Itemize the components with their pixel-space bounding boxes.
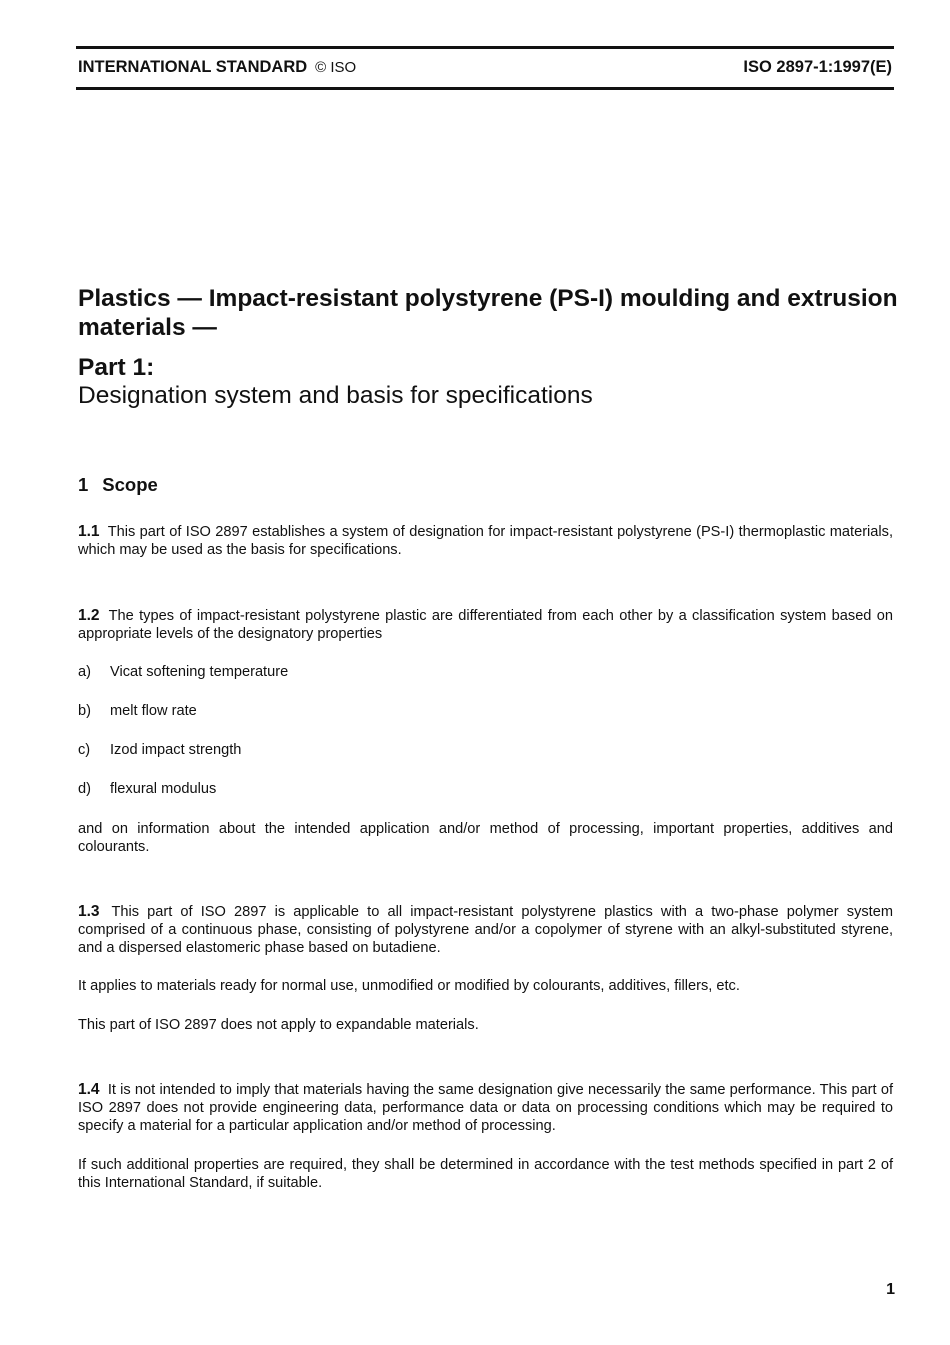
section-number: 1 bbox=[78, 474, 89, 495]
clause-text: This part of ISO 2897 establishes a system of designation for impact-resistant polystyrene (PS-I) thermoplastic materials, which may be used as the basis for specifications. bbox=[78, 524, 894, 558]
part-label: Part 1: bbox=[78, 354, 155, 381]
clause-1-3-paragraph-3: This part of ISO 2897 does not apply to expandable materials. bbox=[78, 1017, 479, 1033]
list-marker: d) bbox=[78, 781, 91, 797]
clause-text: This part of ISO 2897 is applicable to all impact-resistant polystyrene plastics with a two-phase polymer system comprised of a continuous phase, consisting of polystyrene and/or a copolymer of styrene with an alkyl-substituted styrene, and a dispersed elastomeric phase based on butadiene. bbox=[78, 904, 893, 956]
section-heading-scope bbox=[78, 474, 158, 496]
list-item bbox=[78, 741, 241, 759]
header-bottom-rule bbox=[76, 87, 894, 90]
document-title: Plastics — Impact-resistant polystyrene (PS-I) moulding and extrusion materials — bbox=[78, 285, 898, 341]
clause-text: It is not intended to imply that materials having the same designation give necessarily the same performance. This part of ISO 2897 does not provide engineering data, performance data or data on processing conditions which may be required to specify a material for a particular application and/or method of processing. bbox=[78, 1082, 893, 1134]
clause-1-3-paragraph-2: It applies to materials ready for normal use, unmodified or modified by colourants, additives, fillers, etc. bbox=[78, 978, 740, 994]
clause-1-2 bbox=[78, 607, 893, 643]
page-number: 1 bbox=[886, 1281, 895, 1298]
document-id: ISO 2897-1:1997(E) bbox=[743, 58, 892, 76]
list-item bbox=[78, 702, 197, 720]
clause-1-4 bbox=[78, 1081, 893, 1135]
clause-1-3 bbox=[78, 903, 893, 957]
list-item bbox=[78, 663, 288, 681]
list-marker: a) bbox=[78, 664, 91, 680]
section-title: Scope bbox=[102, 474, 158, 495]
clause-number: 1.4 bbox=[78, 1081, 100, 1098]
list-item bbox=[78, 780, 216, 798]
list-text: Vicat softening temperature bbox=[110, 664, 289, 680]
list-marker: c) bbox=[78, 742, 91, 758]
header-left bbox=[78, 58, 356, 77]
list-marker: b) bbox=[78, 703, 91, 719]
part-title: Designation system and basis for specifications bbox=[78, 382, 593, 409]
standard-type-label: INTERNATIONAL STANDARD bbox=[78, 58, 308, 76]
header-top-rule bbox=[76, 46, 894, 49]
clause-text: The types of impact-resistant polystyrene plastic are differentiated from each other by a classification system based on appropriate levels of the designatory properties bbox=[78, 608, 893, 642]
clause-number: 1.1 bbox=[78, 523, 100, 540]
clause-number: 1.3 bbox=[78, 903, 100, 920]
clause-1-2-continuation: and on information about the intended application and/or method of processing, important properties, additives and colourants. bbox=[78, 821, 893, 855]
list-text: flexural modulus bbox=[110, 781, 217, 797]
clause-number: 1.2 bbox=[78, 607, 100, 624]
list-text: melt flow rate bbox=[110, 703, 197, 719]
clause-1-1 bbox=[78, 523, 893, 559]
copyright-notice: © ISO bbox=[315, 59, 357, 76]
clause-1-4-paragraph-2: If such additional properties are required, they shall be determined in accordance with the test methods specified in part 2 of this International Standard, if suitable. bbox=[78, 1157, 893, 1191]
list-text: Izod impact strength bbox=[110, 742, 242, 758]
